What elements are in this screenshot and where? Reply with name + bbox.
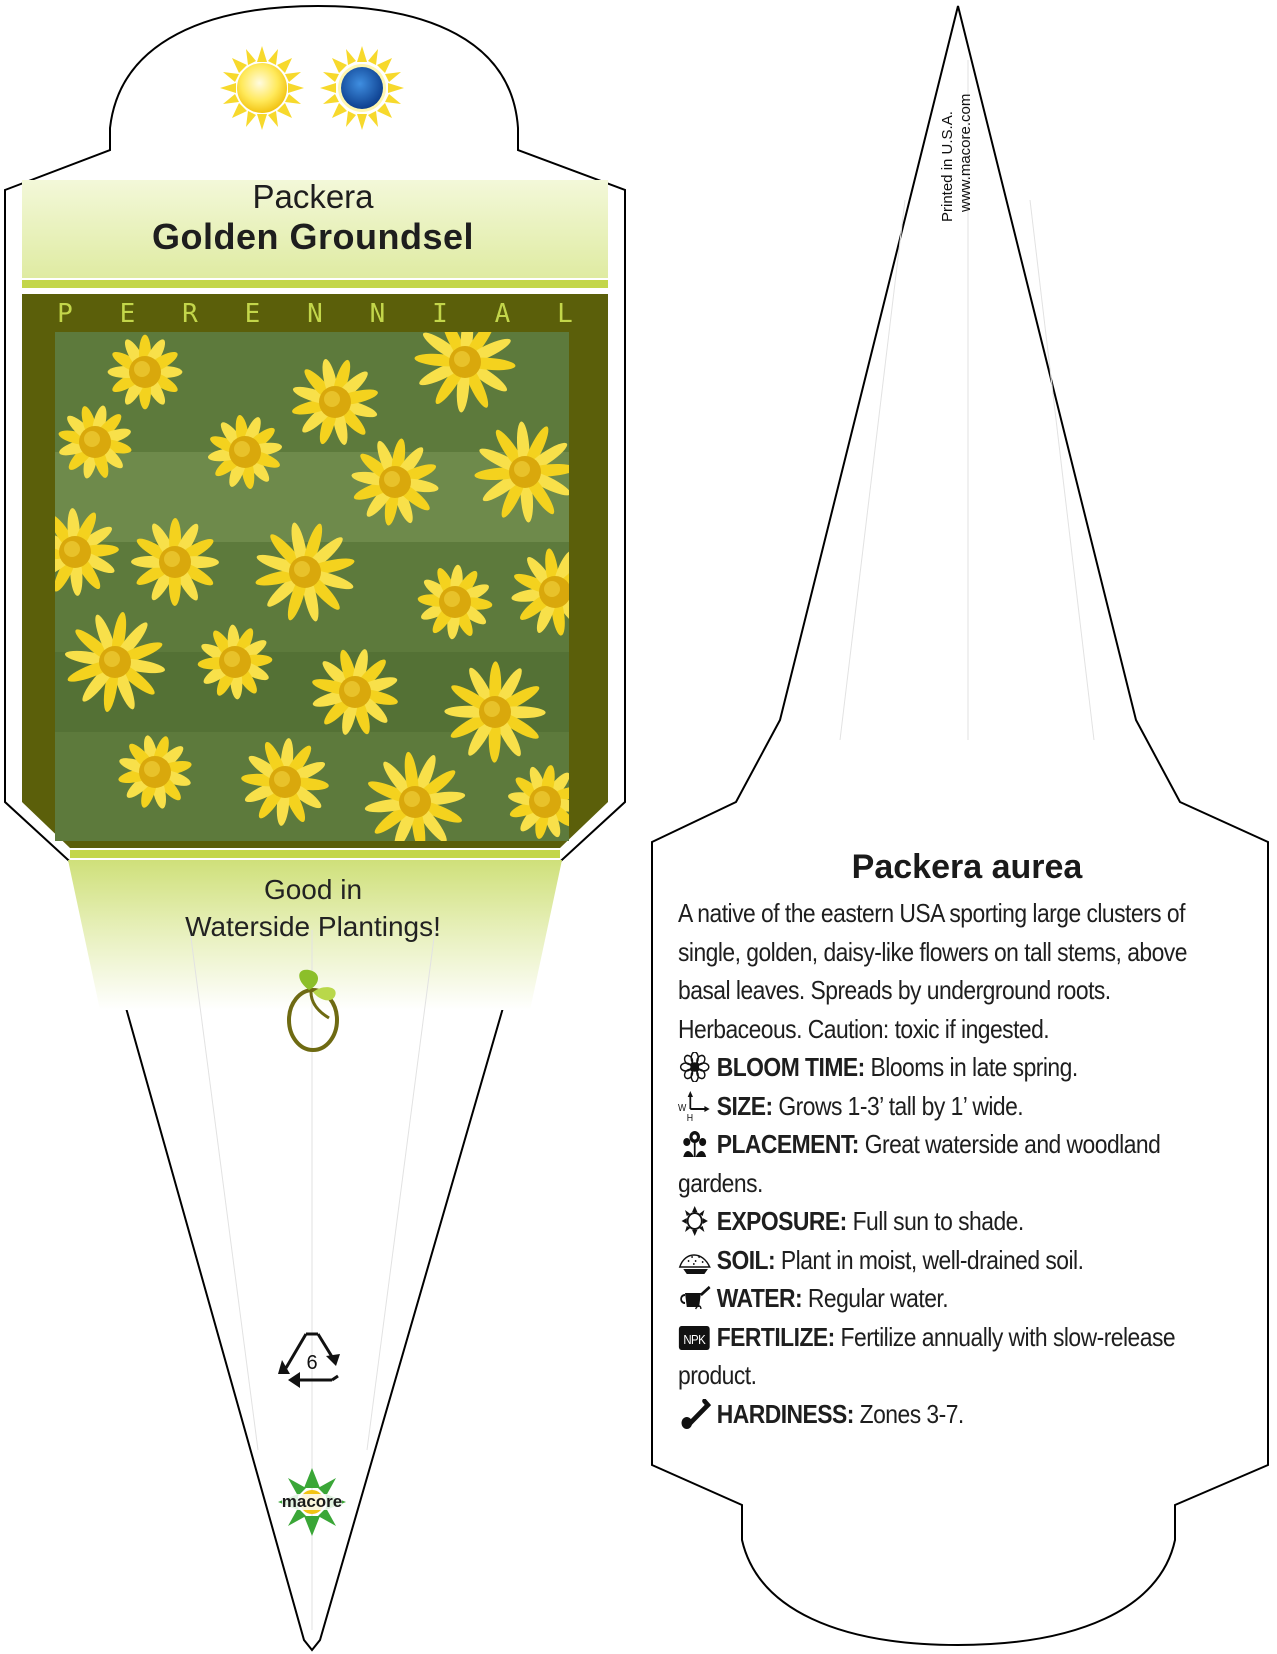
bloom-text: Blooms in late spring.: [864, 1052, 1078, 1082]
fertilize-label: FERTILIZE:: [716, 1321, 835, 1352]
website: www.macore.com: [957, 93, 974, 212]
placement-row: [678, 1125, 1250, 1164]
thermometer-icon: [678, 1399, 711, 1429]
placement-label: PLACEMENT:: [716, 1129, 859, 1159]
hardiness-row: [678, 1395, 1250, 1434]
size-h: H: [686, 1110, 693, 1121]
tagline: [100, 871, 526, 945]
size-w: W: [678, 1100, 686, 1113]
shade-icon: [320, 46, 404, 130]
flower-icon: [678, 1052, 711, 1082]
care-instructions: [678, 894, 1250, 1433]
npk-text: NPK: [683, 1331, 706, 1347]
hardiness-label: HARDINESS:: [716, 1398, 854, 1429]
exposure-row: [678, 1202, 1250, 1241]
category-letter: A: [494, 299, 511, 329]
category-perennial: [55, 299, 575, 329]
category-letter: L: [557, 299, 573, 329]
scientific-name: Packera aurea: [851, 848, 1083, 886]
soil-label: SOIL:: [716, 1244, 776, 1275]
size-label: SIZE:: [716, 1090, 773, 1121]
category-letter: I: [432, 299, 448, 329]
photo-rule: [70, 850, 560, 858]
category-letter: N: [307, 299, 323, 329]
size-icon: [678, 1091, 711, 1121]
front-header-rule: [22, 280, 608, 288]
placement-row-cont: gardens.: [678, 1167, 763, 1198]
recycle-number: 6: [306, 1352, 318, 1374]
brand-name: macore: [281, 1492, 343, 1511]
plant-common-name: Golden Groundsel: [151, 216, 474, 257]
tagline-line: Good in: [263, 874, 363, 905]
full-sun-icon: [220, 46, 304, 130]
placement-icon: [678, 1129, 711, 1159]
flower-photo: [55, 332, 569, 841]
description-line: A native of the eastern USA sporting large clusters of: [678, 898, 1185, 928]
fertilize-row: [678, 1318, 1250, 1357]
fertilize-row-cont: product.: [678, 1360, 757, 1390]
description-line: Herbaceous. Caution: toxic if ingested.: [678, 1013, 1050, 1044]
watering-can-icon: [678, 1283, 711, 1313]
category-letter: R: [182, 299, 198, 329]
fertilize-text: Fertilize annually with slow-release: [834, 1321, 1176, 1352]
sun-icon: [678, 1206, 711, 1236]
soil-text: Plant in moist, well-drained soil.: [775, 1244, 1084, 1275]
exposure-label: EXPOSURE:: [716, 1206, 847, 1236]
size-row: [678, 1087, 1250, 1126]
water-row: [678, 1279, 1250, 1318]
soil-row: [678, 1241, 1250, 1280]
category-letter: P: [57, 299, 73, 329]
bloom-time-row: [678, 1048, 1250, 1087]
category-letter: E: [244, 299, 261, 329]
tagline-line: Waterside Plantings!: [185, 911, 441, 942]
bloom-label: BLOOM TIME:: [716, 1052, 865, 1082]
printed-credit: [934, 52, 974, 222]
plant-genus: Packera: [252, 178, 374, 215]
water-label: WATER:: [716, 1283, 803, 1313]
placement-text: Great waterside and woodland: [858, 1129, 1161, 1159]
description-line: single, golden, daisy-like flowers on tall stems, above: [678, 936, 1187, 967]
water-text: Regular water.: [802, 1283, 949, 1313]
category-letter: E: [119, 299, 136, 329]
hardiness-text: Zones 3-7.: [853, 1398, 964, 1429]
exposure-text: Full sun to shade.: [846, 1206, 1024, 1236]
category-letter: N: [369, 299, 386, 329]
npk-icon: [678, 1322, 711, 1352]
description-line: basal leaves. Spreads by underground roots.: [678, 975, 1111, 1005]
size-text: Grows 1-3’ tall by 1’ wide.: [772, 1090, 1024, 1121]
printed-in: Printed in U.S.A.: [939, 111, 956, 222]
soil-icon: [678, 1245, 711, 1275]
